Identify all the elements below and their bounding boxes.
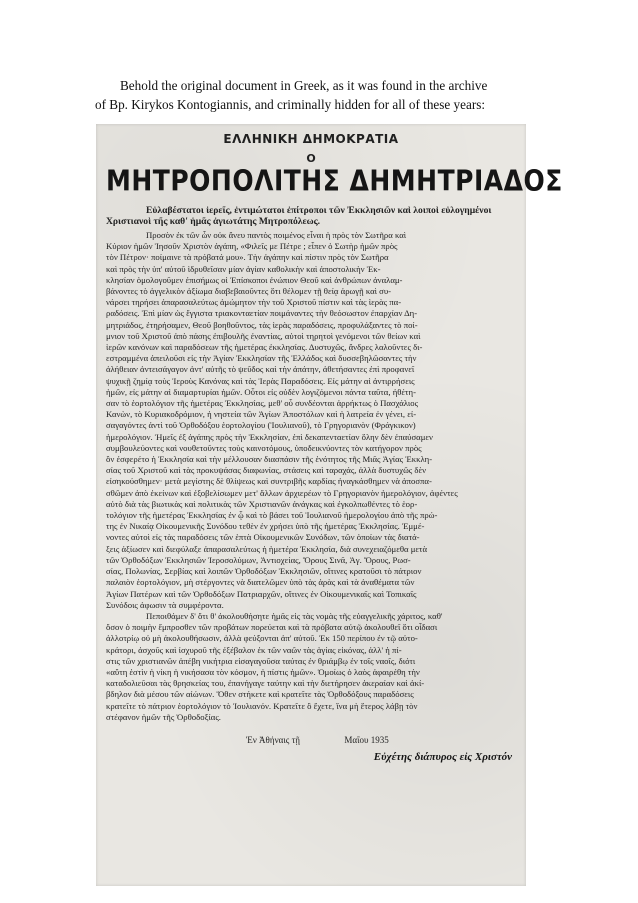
body-line: μνιον τοῦ Χριστοῦ ἀπὸ πάσης ἐπιβουλῆς ἐναντίας, αὐτοὶ τηρητοὶ γενόμενοι τῶν θείων καὶ — [106, 330, 421, 341]
body-line: στέφανον ἡμῶν τῆς Ὀρθοδοξίας. — [106, 711, 221, 722]
body-line: σαγαγόντες ἀντὶ τοῦ Ὀρθοδόξου ἑορτολογίου (Ἰουλιανοῦ), τὸ Γρηγοριανὸν (Φράγκικον) — [106, 420, 416, 431]
body-line: ἡμερολόγιον. Ἡμεῖς ἐξ ἀγάπης πρὸς τὴν Ἐκκλησίαν, ἐπὶ δεκαπενταετίαν ὅλην δὲν ἐπαύσαμεν — [106, 431, 433, 442]
body-line: εστραμμένα ἀπειλοῦσι εἰς τὴν Ἁγίαν Ἐκκλησίαν τῆς Ἑλλάδος καὶ δυσσεβηλῶσαντες τὴν — [106, 353, 417, 364]
intro-line-2: of Bp. Kirykos Kontogiannis, and criminally hidden for all of these years: — [95, 97, 486, 112]
body-line: ὅσον ὁ ποιμὴν ἔμπροσθεν τῶν προβάτων πορεύεται καὶ τὰ πρόβατα αὐτῷ ἀκολουθεῖ ὅτι οἶδασι — [106, 622, 438, 633]
body-line: ἀλήθειαν ἀντεισάγαγον ἀντ' αὐτῆς τὸ ψεῦδος καὶ τὴν ἀπάτην, ἀθετήσαντες ἐπὶ προφανεῖ — [106, 364, 415, 375]
body-line: νάρσει τηρήσει ἀπαρασαλεύτως ἀμώμητον τὴν τοῦ Χριστοῦ πίστιν καὶ τὰς ἱερὰς πα- — [106, 297, 402, 308]
body-line: σίας τοῦ Χριστοῦ καὶ τὰς προκυψάσας διαφωνίας, στάσεις καὶ ταραχάς, ἀλλὰ δυστυχῶς δὲν — [106, 465, 427, 476]
body-line: της ἐν Νικαίᾳ Οἰκουμενικῆς Συνόδου τεθὲν ἐν χρήσει ὑπὸ τῆς ἡμετέρας Ἐκκλησίας. Ἐμμέ- — [106, 521, 425, 532]
body-line: τολόγιον τῆς ἡμετέρας Ἐκκλησίας ἐν ᾧ καὶ τὸ βάσει τοῦ Ἰουλιανοῦ ἡμερολογίου ἀπὸ τῆς πρώ- — [106, 510, 438, 521]
republic-heading: ΕΛΛΗΝΙΚΗ ΔΗΜΟΚΡΑΤΙΑ — [223, 132, 399, 146]
body-line: τὸν Πέτρον· ποίμαινε τὰ πρόβατά μου». Τὴν ἀγάπην καὶ πίστιν πρὸς τὸν Σωτῆρα — [106, 252, 389, 263]
body-line: καταδολιεῦσαι τὰς θρησκείας του, ἐπανήγαγε ταύτην καὶ τὴν διετήρησεν ἀκεραίαν καὶ ἀκί- — [106, 678, 425, 689]
body-line: Ἁγίων Πατέρων καὶ τῶν Ὀρθοδόξων Πατριαρχῶν, οἵτινες ἐν Οἰκουμενικαῖς καὶ Τοπικαῖς — [106, 588, 417, 599]
body-line: Κανὼν, τὸ Κυριακοδρόμιον, ἡ νηστεία τῶν Ἁγίων Ἀποστόλων καὶ ἡ λατρεία ἐν γένει, εἰ- — [106, 409, 417, 420]
body-line: κλησίαν ὁμολογοῦμεν ἐπισήμως οἱ Ἐπίσκοποι ἐνώπιον Θεοῦ καὶ ἀνθρώπων ἀναλαμ- — [106, 274, 403, 285]
intro-paragraph — [95, 76, 555, 114]
body-line: καὶ πρὸς τὴν ὑπ' αὐτοῦ ἱδρυθεῖσαν μίαν ἁγίαν καθολικὴν καὶ ἀποστολικὴν Ἐκ- — [106, 263, 381, 274]
body-line: εἰσηκούσθημεν· μετὰ μεγίστης δὲ θλίψεως καὶ συντριβῆς καρδίας ἠναγκάσθημεν νὰ ἀποσπα- — [106, 476, 432, 487]
document-title: ΜΗΤΡΟΠΟΛΙΤΗΣ ΔΗΜΗΤΡΙΑΔΟΣ — [106, 163, 563, 198]
body-line: κρατεῖτε τὸ πάτριον ἑορτολόγιον τὸ Ἰουλιανόν. Κρατεῖτε ὃ ἔχετε, ἵνα μὴ ἕτερος λάβῃ τὸν — [106, 700, 418, 711]
body-line: ξεις ἀξίωσεν καὶ διεφύλαξε ἀπαρασαλεύτως ἡ ἡμετέρα Ἐκκλησία, διὰ συνεχειαζόμεθα μετὰ — [106, 543, 428, 554]
document-content — [106, 130, 563, 763]
date-month: Μαΐου 1935 — [344, 734, 389, 745]
greeting-line: Χριστιανοὶ τῆς καθ' ἡμᾶς ἁγιωτάτης Μητροπόλεως. — [106, 216, 321, 227]
title-article: Ο — [306, 152, 316, 165]
scanned-document — [96, 124, 563, 886]
body-line: βδηλον διὰ μέσου τῶν αἰώνων. Ὅθεν στήκετε καὶ κρατεῖτε τὰς Ὀρθοδόξους παραδόσεις — [106, 689, 414, 700]
intro-line-1: Behold the original document in Greek, as it was found in the archive — [120, 78, 488, 93]
body-line: βάνοντες τὸ ἀγγελικὸν ἀξίωμα διαβεβαιοῦντες ὅτι θέλομεν τῇ θείᾳ ἀρωγῇ καὶ συ- — [106, 286, 392, 297]
body-line: κράτορι, ἀσχοῦς καὶ ἰσχυροῦ τῆς ἐξέβαλον ἐκ τῶν ναῶν τὰς ἁγίας εἰκόνας, ἀλλ' ἡ πί- — [106, 644, 402, 655]
greeting — [106, 205, 516, 227]
body-line: ἡμῶν, εἰς μάτην αἱ διαμαρτυρίαι ἡμῶν. Οὗτοι εἰς οὐδὲν λογιζόμενοι πάντα ταῦτα, ἠθέτη- — [106, 386, 416, 397]
body-line: ὃν ἐσφερέτο ἡ Ἐκκλησία καὶ τὴν μέλλουσαν διασπάσιν τῆς ἑνότητος τῆς Μιᾶς Ἁγίας Ἐκκλη- — [106, 454, 433, 465]
greeting-line: Εὐλαβέστατοι ἱερεῖς, ἐντιμώτατοι ἐπίτροποι τῶν Ἐκκλησιῶν καὶ λοιποὶ εὐλογημένοι — [146, 205, 492, 216]
body-line: συμβουλεύοντες καὶ νουθετοῦντες τοὺς καινοτόμους, ὑποδεικνύοντες τὸν κατήγορον πρὸς — [106, 442, 422, 453]
body-line: ἀλλοτρίῳ οὐ μὴ ἀκολουθήσωσιν, ἀλλὰ φεύξονται ἀπ' αὐτοῦ. Ἐκ 150 περίπου ἐν τῷ αὐτο- — [106, 633, 418, 644]
date-place: Ἐν Ἀθήναις τῇ — [246, 734, 300, 745]
body-line: ψυχικῇ ζημίᾳ τοὺς Ἱεροὺς Κανόνας καὶ τὰς Ἱερὰς Παραδόσεις. Εἰς μάτην αἱ ἀντιρρήσεις — [106, 375, 415, 386]
date-line — [106, 735, 516, 745]
body-line: μητριάδος, ἐτηρήσαμεν, Θεοῦ βοηθοῦντος, τὰς ἱερὰς παραδόσεις, προφυλάξαντες τὸ ποί- — [106, 319, 418, 330]
body-line: ραδόσεις. Ἐπὶ μίαν ὡς ἔγγιστα τριακονταετίαν ποιμάναντες τὴν θεόσωστον ἐπαρχίαν Δη- — [106, 308, 418, 319]
body-line: Προσὸν ἐκ τῶν ὧν οὐκ ἄνευ παντὸς ποιμένος εἶναι ἡ πρὸς τὸν Σωτῆρα καὶ — [146, 230, 407, 240]
body-line: σαν τὸ ἑορτολόγιον τῆς ἡμετέρας Ἐκκλησίας, μεθ' οὗ συνδέονται ἀρρήκτως ὁ Πασχάλιος — [106, 398, 419, 409]
document-body — [106, 230, 516, 723]
body-line: τῶν Ὀρθοδόξων Ἐκκλησιῶν Ἱεροσολύμων, Ἀντιοχείας, Ὄρους Σινᾶ, Ἁγ. Ὄρους, Ρωσ- — [106, 554, 411, 565]
body-line: «αὕτη ἐστὶν ἡ νίκη ἡ νικήσασα τὸν κόσμον, ἡ πίστις ἡμῶν». Ὁμοίως ὁ λαὸς ἀφαιρέθη τὴν — [106, 666, 420, 677]
body-line: παλαιὸν ἑορτολόγιον, μὴ στέργοντες νὰ διατελῶμεν ὑπὸ τὰς ἀρὰς καὶ τὰ ἀναθέματα τῶν — [106, 577, 415, 588]
body-line: σίας, Πολωνίας, Σερβίας καὶ λοιπῶν Ὀρθοδόξων Ἐκκλησιῶν, οἵτινες κρατοῦσι τὸ πάτριον — [106, 566, 422, 577]
body-line: Πεποιθάμεν δ' ὅτι θ' ἀκολουθήσητε ἡμᾶς εἰς τὰς νομὰς τῆς εὐαγγελικῆς χάριτος, καθ' — [146, 610, 443, 621]
body-line: νοντες αὐτοὶ εἰς τὰς παραδόσεις τῶν ἑπτὰ Οἰκουμενικῶν Συνόδων, τῶν ὁποίων τὰς διατά- — [106, 532, 420, 543]
body-line: Συνόδοις ἀφωσιν τὰ συμφέροντα. — [106, 599, 224, 610]
body-line: σθῶμεν ἀπὸ ἐκείνων καὶ ἐξοβελίσωμεν μετ' ἄλλων ἀρχιερέων τὸ Γρηγοριανὸν ἡμερολόγιον, ἀφέντες — [106, 487, 458, 498]
signature: Εὐχέτης διάπυρος εἰς Χριστόν — [373, 750, 512, 763]
body-line: ἱερῶν κανόνων καὶ παραδόσεων τῆς ἡμετέρας ἐκκλησίας. Δυστυχῶς, ἄνδρες λαλοῦντες δι- — [106, 342, 423, 353]
body-line: Κύριον ἡμῶν Ἰησοῦν Χριστὸν ἀγάπη, «Φιλεῖς με Πέτρε ; εἶπεν ὁ Σωτὴρ ἡμῶν πρὸς — [106, 241, 398, 252]
body-line: στις τῶν χριστιανῶν ἀπέβη νικήτρια εἰσαγαγοῦσα ταύτας ἐν θριάμβῳ ἐν τοῖς ναοῖς, διότι — [106, 655, 416, 666]
body-line: αὐτὸ διὰ τὰς βιωτικὰς καὶ πολιτικὰς τῶν Χριστιανῶν ἀνάγκας καὶ ἐγκολπωθέντες τὸ ἑορ- — [106, 498, 418, 509]
